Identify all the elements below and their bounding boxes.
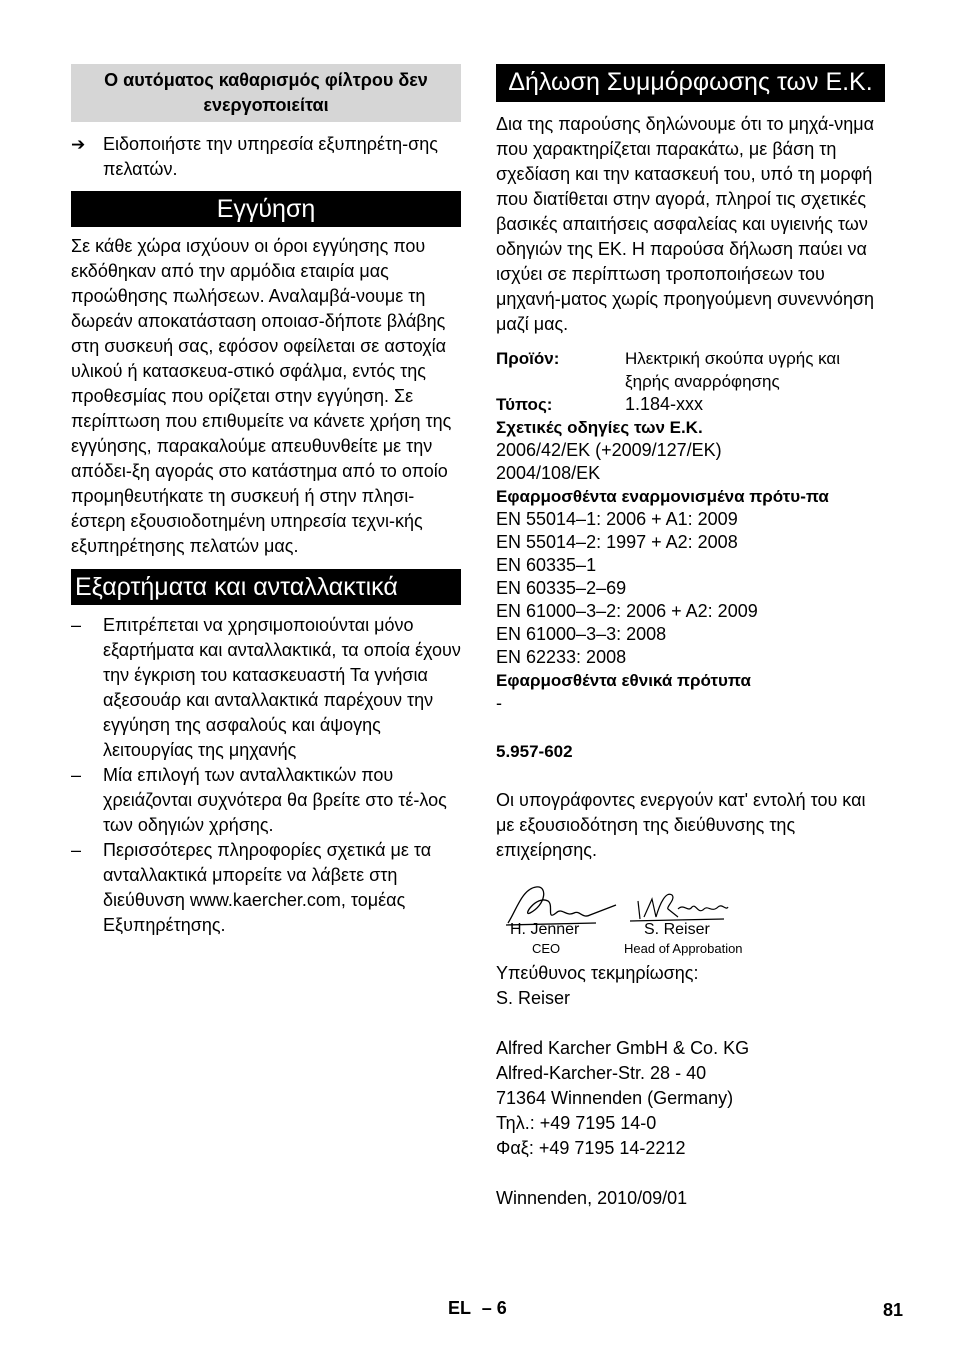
- standard-item: EN 61000–3–3: 2008: [496, 624, 667, 644]
- dash-bullet-icon: –: [71, 840, 82, 860]
- right-column: [496, 64, 885, 1211]
- accessories-list: [71, 613, 461, 938]
- documentation-label: Υπεύθυνος τεκμηρίωσης:: [496, 963, 699, 983]
- national-label: Εφαρμοσθέντα εθνικά πρότυπα: [496, 671, 751, 690]
- product-label: Προϊόν:: [496, 349, 560, 368]
- directives-label: Σχετικές οδηγίες των Ε.Κ.: [496, 418, 703, 437]
- type-row: [496, 393, 885, 416]
- footer-local-page: – 6: [481, 1298, 507, 1318]
- directive-item: 2004/108/EK: [496, 463, 601, 483]
- type-label: Τύπος:: [496, 395, 553, 414]
- filter-action-text: Ειδοποιήστε την υπηρεσία εξυπηρέτη-σης πελατών.: [103, 134, 438, 179]
- company-line: Τηλ.: +49 7195 14-0: [496, 1113, 657, 1133]
- standard-item: EN 60335–1: [496, 555, 597, 575]
- warranty-text: Σε κάθε χώρα ισχύουν οι όροι εγγύησης που εκδόθηκαν από την αρμόδια εταιρία μας προώθησης πωλήσεων. Αναλαμβά-νουμε τη δωρεάν αποκατάσταση οποιασ-δήποτε βλάβης στη συσκευή σας, εφόσον οφείλεται σε αστοχία υλικού ή κατασκευα-στικό σφάλμα, εντός της προθεσμίας που ορίζεται στην εγγύηση. Σε περίπτωση που επιθυμείτε να κάνετε χρήση της εγγύησης, παρακαλούμε απευθυνθείτε με την απόδει-ξη αγοράς στο κατάστημα από το οποίο προμηθευτήκατε τη συσκευή ή στην πλησι-έστερη εξουσιοδοτημένη υπηρεσία τεχνι-κής εξυπηρέτησης πελατών μας.: [71, 236, 452, 556]
- footer-lang: EL: [448, 1298, 471, 1318]
- product-spec: [496, 347, 885, 416]
- dash-bullet-icon: –: [71, 765, 82, 785]
- company-address: [496, 1036, 885, 1161]
- standard-item: EN 55014–1: 2006 + A1: 2009: [496, 509, 738, 529]
- signer1-role: CEO: [532, 941, 561, 956]
- standard-item: EN 61000–3–2: 2006 + A2: 2009: [496, 601, 758, 621]
- company-line: Φαξ: +49 7195 14-2212: [496, 1138, 686, 1158]
- left-column: [71, 64, 461, 938]
- accessories-heading: Εξαρτήματα και ανταλλακτικά: [71, 569, 461, 605]
- national-value: -: [496, 693, 502, 713]
- list-item-text: Μία επιλογή των ανταλλακτικών που χρειάζονται συχνότερα θα βρείτε στο τέ-λος των οδηγιών χρήσης.: [103, 765, 447, 835]
- directive-item: 2006/42/EK (+2009/127/EK): [496, 440, 722, 460]
- product-row: [496, 347, 885, 393]
- standard-item: EN 60335–2–69: [496, 578, 627, 598]
- place-date: Winnenden, 2010/09/01: [496, 1188, 688, 1208]
- filter-heading: Ο αυτόματος καθαρισμός φίλτρου δεν ενεργοποιείται: [71, 64, 461, 122]
- list-item: [71, 613, 461, 763]
- company-line: Alfred-Karcher-Str. 28 - 40: [496, 1063, 707, 1083]
- company-line: 71364 Winnenden (Germany): [496, 1088, 734, 1108]
- signer2-name: S. Reiser: [644, 921, 710, 938]
- signature-reiser: [630, 894, 728, 921]
- harmonized-label: Εφαρμοσθέντα εναρμονισμένα πρότυ-πα: [496, 487, 829, 506]
- list-item-text: Επιτρέπεται να χρησιμοποιούνται μόνο εξαρτήματα και ανταλλακτικά, τα οποία έχουν την έγκριση του κατασκευαστή Τα γνήσια αξεσουάρ και ανταλλακτικά παρέχουν την εγγύηση της ασφαλούς και άψογης λειτουργίας της μηχανής: [103, 615, 461, 760]
- standard-item: EN 55014–2: 1997 + A2: 2008: [496, 532, 738, 552]
- declaration-intro: Δια της παρούσης δηλώνουμε ότι το μηχά-νημα που χαρακτηρίζεται παρακάτω, με βάση τη σχεδίαση και την κατασκευή του, υπό τη μορφή που διατίθεται στην αγορά, πληροί τις σχετικές βασικές απαιτήσεις ασφαλείας και υγιεινής των οδηγιών της ΕΚ. Η παρούσα δήλωση παύει να ισχύει σε περίπτωση τροποποιήσεων του μηχανή-ματος χωρίς προηγούμενη συνεννόηση μαζί μας.: [496, 114, 875, 334]
- footer-section: [448, 1298, 507, 1319]
- signature-block: [496, 883, 885, 961]
- dash-bullet-icon: –: [71, 615, 82, 635]
- company-line: Alfred Karcher GmbH & Co. KG: [496, 1038, 750, 1058]
- list-item-text: Περισσότερες πληροφορίες σχετικά με τα ανταλλακτικά μπορείτε να λάβετε στη διεύθυνση www.kaercher.com, τομέας Εξυπηρέτησης.: [103, 840, 432, 935]
- signer2-role: Head of Approbation: [624, 941, 743, 956]
- product-value: Ηλεκτρική σκούπα υγρής και ξηρής αναρρόφησης: [625, 349, 841, 391]
- signer1-name: H. Jenner: [510, 921, 580, 938]
- declaration-heading: Δήλωση Συμμόρφωσης των Ε.Κ.: [496, 64, 885, 102]
- type-value: 1.184-xxx: [625, 394, 704, 414]
- page-number: 81: [883, 1300, 904, 1320]
- filter-action-item: [71, 132, 461, 182]
- signatories-text: Οι υπογράφοντες ενεργούν κατ' εντολή του και με εξουσιοδότηση της διεύθυνσης της επιχείρησης.: [496, 790, 866, 860]
- signature-jenner: [506, 887, 616, 925]
- documentation-name: S. Reiser: [496, 988, 571, 1008]
- list-item: [71, 838, 461, 938]
- list-item: [71, 763, 461, 838]
- document-number: 5.957-602: [496, 742, 573, 761]
- warranty-heading: Εγγύηση: [71, 191, 461, 227]
- standard-item: EN 62233: 2008: [496, 647, 627, 667]
- arrow-right-icon: ➔: [71, 135, 86, 154]
